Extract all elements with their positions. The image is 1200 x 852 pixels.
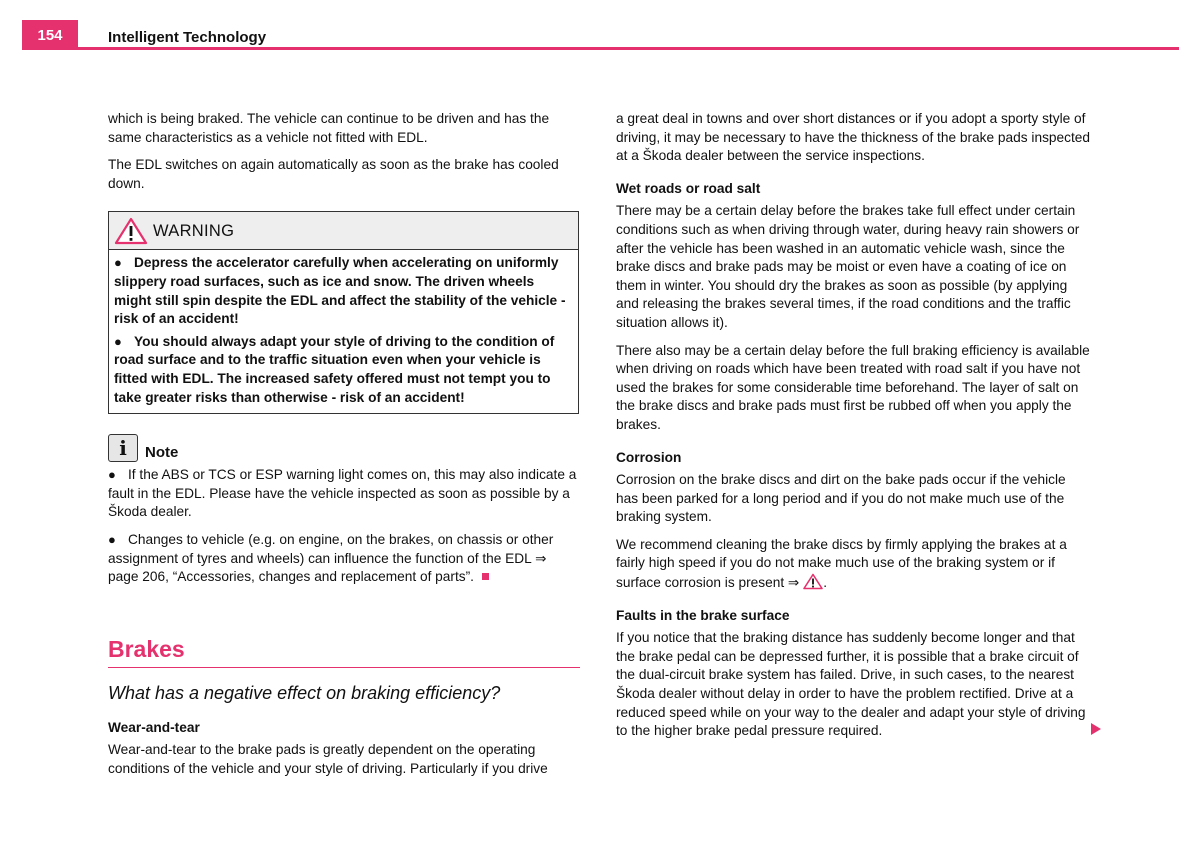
warning-item	[114, 333, 573, 407]
bullet-icon: ●	[108, 531, 116, 547]
note-item-text: Changes to vehicle (e.g. on engine, on the brakes, on chassis or other assignment of tyres and wheels) can influence the function of the EDL ⇒ page 206, “Accessories, changes and replacement of parts”.	[108, 531, 554, 585]
warning-item	[114, 254, 573, 328]
subheading-wet-roads: Wet roads or road salt	[616, 180, 761, 196]
subheading-faults: Faults in the brake surface	[616, 607, 790, 623]
warning-box	[108, 211, 579, 414]
subheading-wear: Wear-and-tear	[108, 719, 200, 735]
info-icon: i	[108, 434, 138, 462]
warning-body	[109, 250, 578, 413]
bullet-icon: ●	[114, 333, 122, 349]
corrosion-text-end: .	[823, 575, 828, 591]
warning-header	[109, 212, 578, 250]
note-box	[108, 434, 580, 587]
page-number: 154	[22, 20, 78, 50]
warning-item-text: You should always adapt your style of driving to the condition of road surface and to the traffic situation even when your vehicle is fitted with EDL. The increased safety offered must not tempt you to take greater risks than otherwise - risk of an accident!	[114, 333, 555, 405]
note-body	[108, 466, 580, 587]
bullet-icon: ●	[114, 255, 122, 271]
paragraph: There may be a certain delay before the brakes take full effect under certain conditions such as when driving through water, during heavy rain showers or after the vehicle has been washed in an automatic vehicle wash, since the brake discs and brake pads may be moist or even have a coating of ice on them in winter. You should dry the brakes as soon as possible (by applying and releasing the brakes several times, if the road conditions and the traffic situation allows it).	[616, 203, 1080, 330]
end-square-icon	[482, 573, 489, 580]
continue-arrow-icon	[1091, 723, 1101, 735]
note-title: Note	[145, 444, 179, 462]
subheading-corrosion: Corrosion	[616, 449, 682, 465]
page-header	[22, 20, 1179, 50]
paragraph: which is being braked. The vehicle can continue to be driven and has the same characteristics as a vehicle not fitted with EDL.	[108, 111, 550, 145]
note-item	[108, 466, 580, 522]
header-rule	[78, 47, 1179, 50]
note-item-text: If the ABS or TCS or ESP warning light comes on, this may also indicate a fault in the EDL. Please have the vehicle inspected as soon as possible by a Škoda dealer.	[108, 467, 577, 520]
paragraph: a great deal in towns and over short distances or if you adopt a sporty style of driving, it may be necessary to have the thickness of the brake pads inspected at a Škoda dealer between the service inspections.	[616, 111, 1091, 164]
paragraph: There also may be a certain delay before the full braking efficiency is available when driving on roads which have been treated with road salt if you have not used the brakes for some considerable time beforehand. The layer of salt on the brake discs and brake pads must first be rubbed off when you apply the brakes.	[616, 342, 1090, 432]
paragraph: Corrosion on the brake discs and dirt on the bake pads occur if the vehicle has been parked for a long period and if you do not make much use of the braking system.	[616, 472, 1066, 525]
note-header	[108, 434, 580, 465]
warning-triangle-icon	[114, 217, 148, 245]
warning-triangle-icon[interactable]	[803, 573, 823, 590]
warning-title: WARNING	[153, 222, 235, 241]
left-column	[108, 110, 580, 787]
paragraph: Wear-and-tear to the brake pads is greatly dependent on the operating conditions of the vehicle and your style of driving. Particularly if you drive	[108, 742, 548, 776]
paragraph: If you notice that the braking distance has suddenly become longer and that the brake pedal can be depressed further, it is possible that a brake circuit of the dual-circuit brake system has failed. Drive, in such cases, to the nearest Škoda dealer without delay in order to have the problem rectified. Drive at a reduced speed while on your way to the dealer and adapt your style of driving to the higher brake pedal pressure required.	[616, 630, 1086, 739]
section-subtitle: What has a negative effect on braking efficiency?	[108, 682, 501, 703]
warning-item-text: Depress the accelerator carefully when accelerating on uniformly slippery road surfaces, such as ice and snow. The driven wheels might still spin despite the EDL and affect the stability of the vehicle - risk of an accident!	[114, 255, 566, 327]
chapter-title: Intelligent Technology	[108, 29, 267, 46]
corrosion-text: We recommend cleaning the brake discs by firmly applying the brakes at a fairly high speed if you do not make much use of the braking system or if surface corrosion is present ⇒	[616, 536, 1067, 591]
paragraph	[616, 536, 1091, 593]
paragraph: The EDL switches on again automatically as soon as the brake has cooled down.	[108, 157, 559, 191]
bullet-icon: ●	[108, 467, 116, 483]
right-column	[616, 110, 1091, 750]
note-item	[108, 531, 580, 587]
section-title: Brakes	[108, 635, 580, 668]
